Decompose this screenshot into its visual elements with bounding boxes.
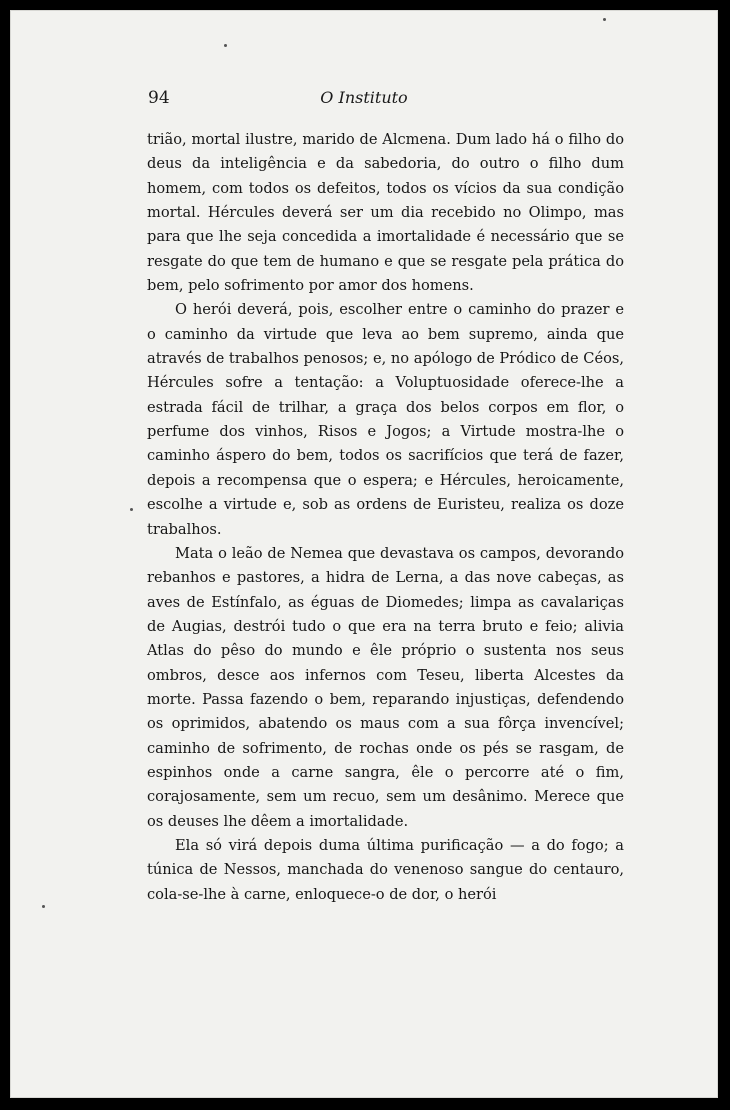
paragraph-2: O herói deverá, pois, escolher entre o caminho do prazer e o caminho da virtude que leva ao bem supremo, ainda que através de trabalhos penosos; e, no apólogo de Pródico de Céos, Hércules sofre a tentação: a Voluptuosidade oferece-lhe a estrada fácil de trilhar, a graça dos belos corpos em flor, o perfume dos vinhos, Risos e Jogos; a Virtude mostra-lhe o caminho áspero do bem, todos os sacrifícios que terá de fazer, depois a recompensa que o espera; e Hércules, heroicamente, escolhe a virtude e, sob as ordens de Euristeu, realiza os doze trabalhos.	[147, 301, 624, 538]
body-text	[147, 128, 624, 907]
page	[10, 10, 718, 1098]
running-header	[10, 88, 718, 110]
paragraph-3: Mata o leão de Nemea que devastava os campos, devorando rebanhos e pastores, a hidra de Lerna, a das nove cabeças, as aves de Estínfalo, as éguas de Diomedes; limpa as cavalariças de Augias, destrói tudo o que era na terra bruto e feio; alivia Atlas do pêso do mundo e êle próprio o sustenta nos seus ombros, desce aos infernos com Teseu, liberta Alcestes da morte. Passa fazendo o bem, reparando injustiças, defendendo os oprimidos, abatendo os maus com a sua fôrça invencível; caminho de sofrimento, de rochas onde os pés se rasgam, de espinhos onde a carne sangra, êle o percorre até o fim, corajosamente, sem um recuo, sem um desânimo. Merece que os deuses lhe dêem a imortalidade.	[147, 544, 624, 830]
paragraph-4: Ela só virá depois duma última purificação — a do fogo; a túnica de Nessos, manchada do venenoso sangue do centauro, cola-se-lhe à carne, enloquece-o de dor, o herói	[147, 836, 624, 903]
print-speck	[42, 905, 45, 908]
running-title: O Instituto	[320, 88, 408, 107]
paragraph-1: trião, mortal ilustre, marido de Alcmena. Dum lado há o filho do deus da inteligência e da sabedoria, do outro o filho dum homem, com todos os defeitos, todos os vícios da sua condição mortal. Hércules deverá ser um dia recebido no Olimpo, mas para que lhe seja concedida a imortalidade é necessário que se resgate do que tem de humano e que se resgate pela prática do bem, pelo sofrimento por amor dos homens.	[147, 131, 624, 295]
print-speck	[603, 18, 606, 21]
print-speck	[130, 508, 133, 511]
print-speck	[224, 44, 227, 47]
page-number: 94	[148, 88, 170, 108]
